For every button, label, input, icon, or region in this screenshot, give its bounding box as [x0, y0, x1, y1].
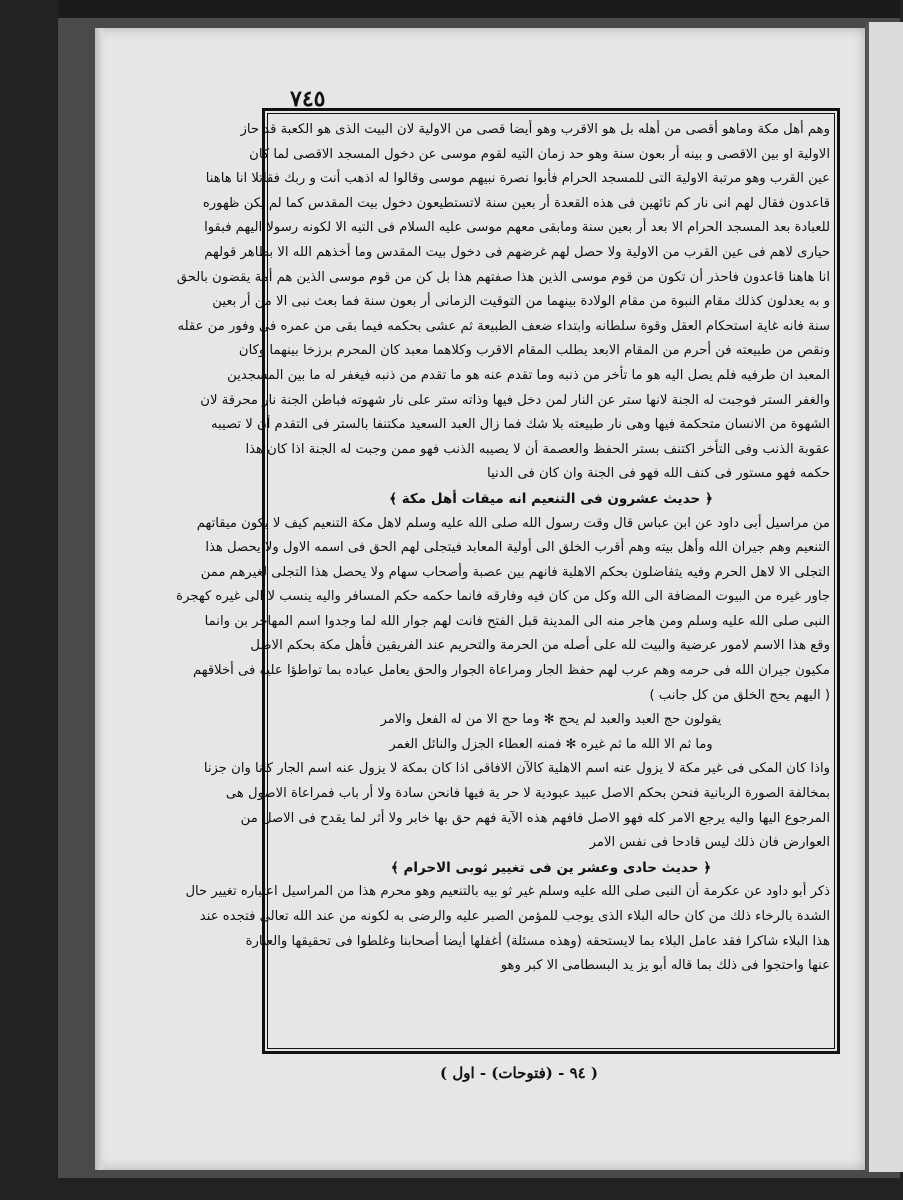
text-line: سنة فانه غاية استحكام العقل وقوة سلطانه وابتداء ضعف الطبيعة ثم عشى بحكمه فيما بقى من عمره فى وفور من عقله	[177, 318, 830, 334]
text-line: والغفر الستر فوجبت له الجنة لانها ستر عن النار لمن دخل فيها وذاته ستر على نار شهوته فباطن الجنة نار محرقة لان	[200, 392, 830, 408]
page-footer-signature: ( ٩٤ - (فتوحات) - اول )	[440, 1064, 599, 1082]
scan-top-strip	[58, 0, 900, 20]
body-text	[176, 118, 830, 1044]
text-line: حيارى لاهم فى عين القرب من الاولية ولا حصل لهم غرضهم فى دخول بيت المقدس وما أخذهم الله الا بظاهر قولهم	[204, 244, 830, 260]
text-line: وهم أهل مكة وماهو أقصى من أهله بل هو الاقرب وهو أيضا قصى من الاولية لان البيت الذى هو الكعبة قد حاز	[240, 122, 830, 137]
text-line: الشهوة من الانسان متحكمة فيها وهى نار طبيعته بلا شك فما زال العبد السعيد مكتنفا بالستر فى التقدم أن لا تصيبه	[210, 417, 830, 433]
section-heading-hadith-20: ﴿ حديث عشرون فى التنعيم انه ميقات أهل مكة ﴾	[389, 490, 713, 507]
text-line: النبى صلى الله عليه وسلم ومن هاجر منه الى المدينة قبل الفتح فانت لهم جوار الله لما وجدوا اسم المهاجر بن وانما	[204, 613, 830, 629]
text-line: الشدة بالرخاء ذلك من كان حاله البلاء الذى يوجب للمؤمن الصبر عليه والرضى به لكونه من عند الله تعالى فتجده عند	[199, 909, 830, 924]
text-line: ونقص من طبيعته فن أحرم من المقام الابعد يطلب المقام الاقرب وكلاهما معبد كان المحرم برزخا بينهما وكان	[238, 343, 830, 359]
text-line: التجلى الا لاهل الحرم وفيه يتفاضلون بحكم الاهلية فانهم بين عصبة وأصحاب سهام ولا يحصل هذا التجلى لغيرهم ممن	[200, 564, 830, 580]
text-line: واذا كان المكى فى غير مكة لا يزول عنه اسم الاهلية كالآن الافاقى اذا كان بمكة لا يزول عنه اسم الجار كانا وان جزنا	[203, 761, 830, 777]
text-line: التنعيم وهم جيران الله وأهل بيته وهم أقرب الخلق الى أولية المعابد فيتجلى لهم الحق فى اسمه الاول ولا يحصل هذا	[205, 540, 830, 556]
text-line: حكمه فهو مستور فى كنف الله فهو فى الجنة وان كان فى الدنيا	[487, 466, 830, 482]
text-line: المرجوع اليها واليه يرجع الامر كله فهو الاصل فافهم هذه الآية فهم حق بها خابر ولا أثر لما يقدح فى الاصل من	[240, 810, 830, 826]
section-heading-hadith-21: ﴿ حديث حادى وعشر ين فى تغيير ثوبى الاحرام ﴾	[390, 859, 712, 876]
page-number: ٧٤٥	[290, 86, 326, 112]
text-line: عين القرب وهو مرتبة الاولية التى للمسجد الحرام فأبوا نصرة نبيهم موسى وقالوا له اذهب أنت و ربك فقاتلا انا هاهنا	[205, 171, 830, 187]
text-line: الاولية او بين الاقصى و بينه أر بعون سنة وهو حد زمان التيه لقوم موسى عن دخول المسجد الاقصى لما كان	[249, 146, 830, 162]
text-line: مكيون جيران الله فى حرمه وهم عرب لهم حفظ الجار ومراعاة الجوار والحق يعامل عباده بما تواطؤا عليه فى أخلاقهم	[192, 663, 830, 679]
adjacent-page-edge	[866, 22, 903, 1172]
text-line: انا هاهنا قاعدون فاحذر أن تكون من قوم موسى الذين هذا صفتهم هذا بل كن من قوم موسى الذين هم أمة يقضون بالحق	[176, 269, 830, 285]
text-line: للعبادة بعد المسجد الحرام الا بعد أر بعين سنة ومابقى معهم موسى عليه السلام فى التيه الا لكونه رسولا اليهم فبقوا	[204, 220, 830, 236]
text-line: جاور غيره من البيوت المضافة الى الله وكل من كان فيه وفارقه فانما حكمه حكم المسافر واليه ينسب لا الى غيره كهجرة	[176, 589, 830, 605]
text-line: ( اليهم يحج الخلق من كل جانب )	[649, 687, 830, 703]
text-line: المعبد ان طرفيه فلم يصل اليه هو ما تأخر من ذنبه وما تقدم عنه هو ما تقدم من ذنبه فيغفر له ما بين المسجدين	[227, 367, 830, 383]
text-line: العوارض فان ذلك ليس قادحا فى نفس الامر	[589, 835, 830, 851]
poem-verse: يقولون حج العبد والعبد لم يحج ✻ وما حج الا من له الفعل والامر	[380, 712, 722, 728]
text-line: ذكر أبو داود عن عكرمة أن النبى صلى الله عليه وسلم غير ثو بيه بالتنعيم وهو محرم هذا من المراسيل اعتباره تغيير حال	[185, 884, 830, 900]
poem-verse: وما ثم الا الله ما ثم غيره ✻ فمنه العطاء الجزل والنائل الغمر	[389, 736, 713, 752]
text-line: وقع هذا الاسم لامور عرضية والبيت لله على أصله من الحرمة والتحريم عند الفريقين فأهل مكة بحكم الاصل	[250, 638, 830, 654]
text-line: عقوبة الذنب وفى التأخر اكتنف بستر الحفظ والعصمة أن لا يصيبه الذنب فهو ممن وجبت له الجنة اذا كان هذا	[245, 441, 830, 457]
page-gutter-shadow	[95, 28, 103, 1170]
text-line: عنها واحتجوا فى ذلك بما قاله أبو يز يد البسطامى الا كبر وهو	[500, 958, 830, 974]
text-line: هذا البلاء شاكرا فقد عامل البلاء بما لايستحقه (وهذه مسئلة) أغفلها أيضا أصحابنا وغلطوا فى تحقيقها والعبارة	[245, 933, 830, 949]
text-line: من مراسيل أبى داود عن ابن عباس قال وقت رسول الله صلى الله عليه وسلم لاهل مكة التنعيم كيف لا يكون ميقاتهم	[196, 515, 830, 531]
text-line: بمخالفة الصورة الربانية فنحن بحكم الاصل عبيد عبودية لا حر ية فيها فانحن سادة ولا أر باب فمراعاة الاصول هى	[225, 786, 830, 802]
text-line: و به يعدلون كذلك مقام النبوة من مقام الولادة بينهما من التوقيت الزمانى أر بعون سنة فما بعث نبى الا من أر بعين	[212, 294, 830, 310]
text-line: قاعدون فقال لهم انى نار كم تائهين فى هذه القعدة أر بعين سنة لاتستطيعون دخول بيت المقدس كما لم يكن ظهوره	[202, 195, 830, 211]
